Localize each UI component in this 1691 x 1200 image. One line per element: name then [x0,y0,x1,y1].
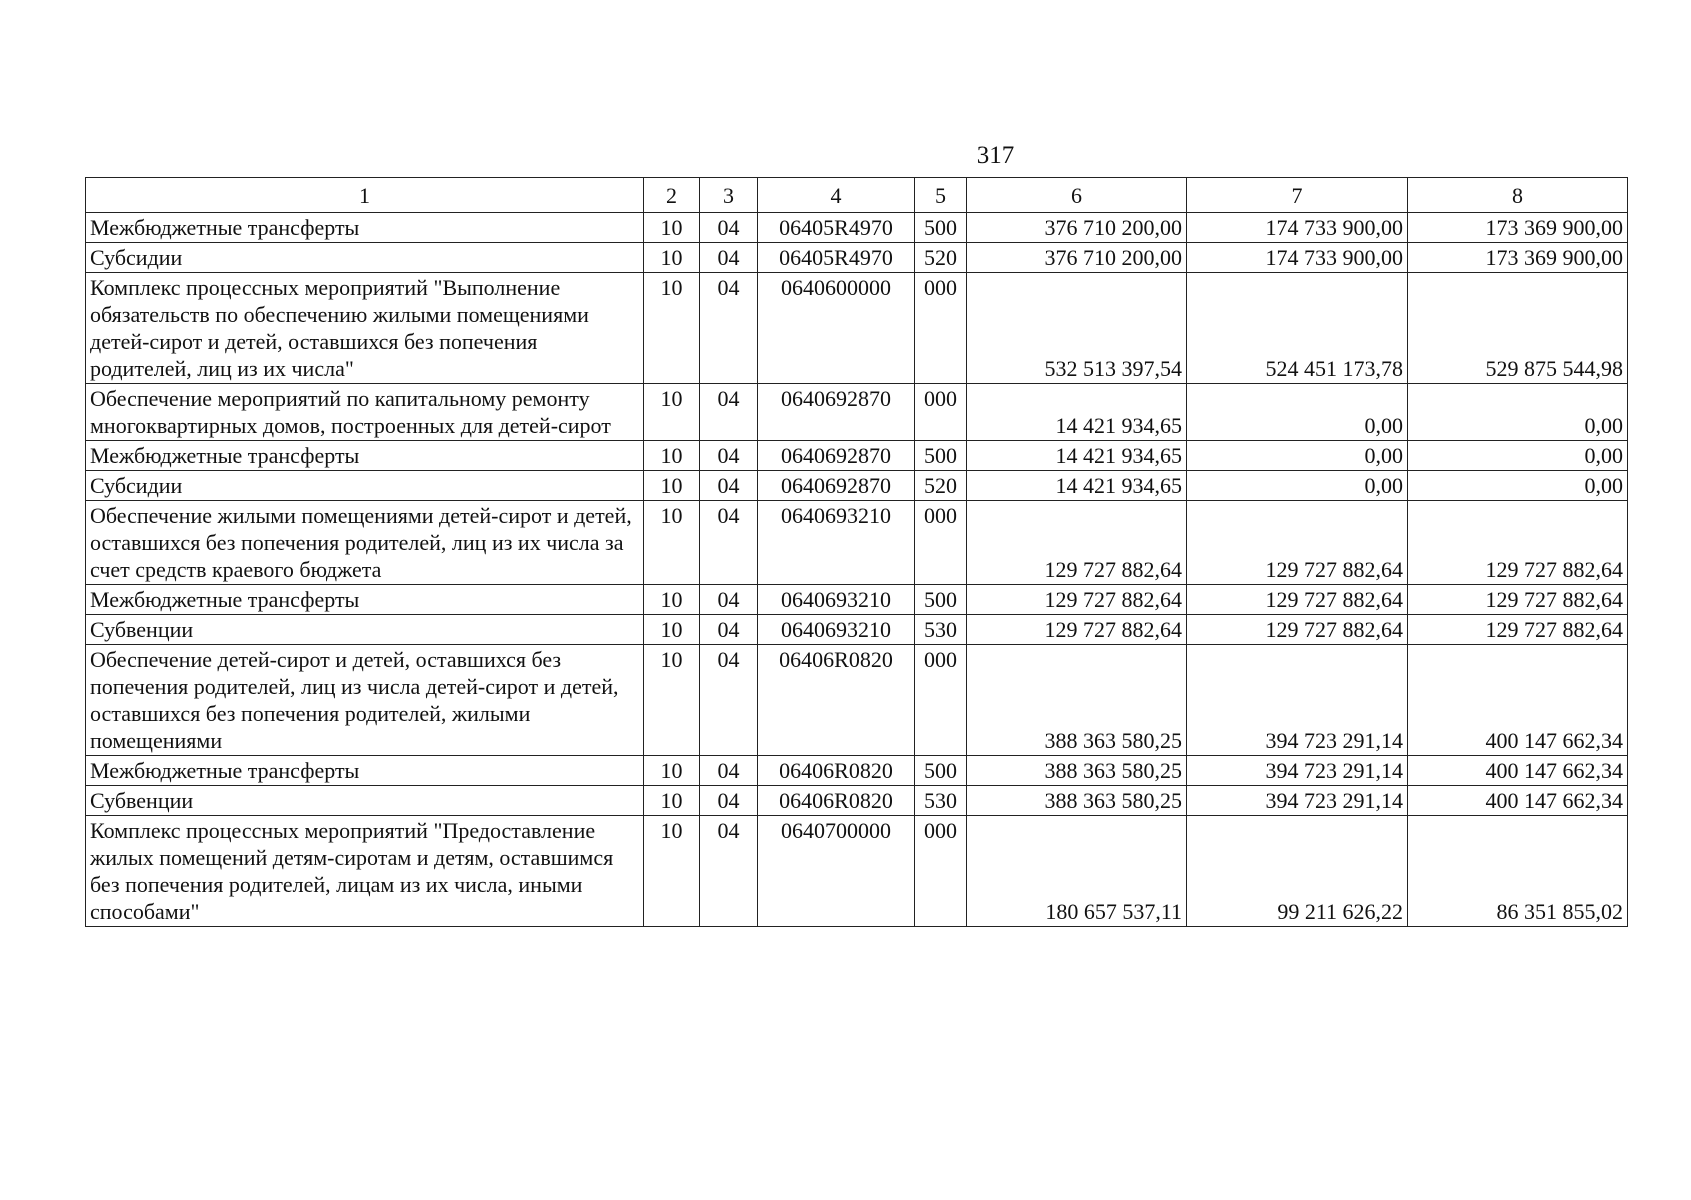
amount-year-1-cell: 376 710 200,00 [967,243,1187,273]
section-code-cell: 10 [644,471,700,501]
table-row [86,786,1628,816]
amount-year-1-cell: 376 710 200,00 [967,213,1187,243]
name-cell: Комплекс процессных мероприятий "Предоставление жилых помещений детям-сиротам и детям, оставшимся без попечения родителей, лицам из их числа, иными способами" [86,816,644,927]
target-article-cell: 0640692870 [758,471,915,501]
subsection-code-cell: 04 [700,441,758,471]
table-row [86,756,1628,786]
section-code-cell: 10 [644,816,700,927]
amount-year-1-cell: 388 363 580,25 [967,756,1187,786]
amount-year-2-cell: 0,00 [1187,384,1408,441]
expense-type-cell: 500 [915,213,967,243]
table-body [86,213,1628,927]
column-header-6: 6 [967,178,1187,213]
expense-type-cell: 000 [915,384,967,441]
subsection-code-cell: 04 [700,471,758,501]
expense-type-cell: 500 [915,756,967,786]
amount-year-3-cell: 400 147 662,34 [1408,786,1628,816]
amount-year-1-cell: 129 727 882,64 [967,615,1187,645]
expense-type-cell: 530 [915,786,967,816]
table-row [86,384,1628,441]
amount-year-3-cell: 173 369 900,00 [1408,243,1628,273]
amount-year-3-cell: 173 369 900,00 [1408,213,1628,243]
amount-year-1-cell: 180 657 537,11 [967,816,1187,927]
target-article-cell: 0640693210 [758,501,915,585]
amount-year-2-cell: 394 723 291,14 [1187,645,1408,756]
table-row [86,816,1628,927]
section-code-cell: 10 [644,384,700,441]
expense-type-cell: 000 [915,501,967,585]
amount-year-2-cell: 129 727 882,64 [1187,501,1408,585]
target-article-cell: 06405R4970 [758,213,915,243]
table-row [86,213,1628,243]
amount-year-1-cell: 14 421 934,65 [967,441,1187,471]
amount-year-2-cell: 99 211 626,22 [1187,816,1408,927]
section-code-cell: 10 [644,585,700,615]
amount-year-3-cell: 400 147 662,34 [1408,645,1628,756]
budget-table [85,177,1628,927]
section-code-cell: 10 [644,756,700,786]
amount-year-3-cell: 86 351 855,02 [1408,816,1628,927]
subsection-code-cell: 04 [700,645,758,756]
name-cell: Межбюджетные трансферты [86,441,644,471]
subsection-code-cell: 04 [700,816,758,927]
expense-type-cell: 520 [915,471,967,501]
expense-type-cell: 500 [915,585,967,615]
table-row [86,585,1628,615]
amount-year-2-cell: 0,00 [1187,441,1408,471]
section-code-cell: 10 [644,273,700,384]
table-row [86,441,1628,471]
section-code-cell: 10 [644,786,700,816]
amount-year-3-cell: 400 147 662,34 [1408,756,1628,786]
name-cell: Субвенции [86,786,644,816]
table-row [86,273,1628,384]
expense-type-cell: 000 [915,816,967,927]
table-header [86,178,1628,213]
column-header-8: 8 [1408,178,1628,213]
table-row [86,615,1628,645]
amount-year-2-cell: 129 727 882,64 [1187,615,1408,645]
expense-type-cell: 530 [915,615,967,645]
section-code-cell: 10 [644,615,700,645]
amount-year-3-cell: 0,00 [1408,471,1628,501]
amount-year-1-cell: 129 727 882,64 [967,501,1187,585]
name-cell: Обеспечение жилыми помещениями детей-сирот и детей, оставшихся без попечения родителей, лиц из их числа за счет средств краевого бюджета [86,501,644,585]
column-header-1: 1 [86,178,644,213]
subsection-code-cell: 04 [700,273,758,384]
target-article-cell: 06406R0820 [758,756,915,786]
amount-year-1-cell: 14 421 934,65 [967,471,1187,501]
subsection-code-cell: 04 [700,615,758,645]
subsection-code-cell: 04 [700,501,758,585]
amount-year-2-cell: 0,00 [1187,471,1408,501]
target-article-cell: 0640692870 [758,441,915,471]
amount-year-3-cell: 529 875 544,98 [1408,273,1628,384]
target-article-cell: 0640692870 [758,384,915,441]
subsection-code-cell: 04 [700,213,758,243]
amount-year-2-cell: 394 723 291,14 [1187,756,1408,786]
expense-type-cell: 520 [915,243,967,273]
amount-year-3-cell: 0,00 [1408,441,1628,471]
name-cell: Субвенции [86,615,644,645]
name-cell: Межбюджетные трансферты [86,756,644,786]
amount-year-2-cell: 129 727 882,64 [1187,585,1408,615]
section-code-cell: 10 [644,501,700,585]
section-code-cell: 10 [644,243,700,273]
amount-year-3-cell: 129 727 882,64 [1408,615,1628,645]
name-cell: Субсидии [86,471,644,501]
target-article-cell: 0640693210 [758,585,915,615]
amount-year-3-cell: 129 727 882,64 [1408,501,1628,585]
target-article-cell: 0640693210 [758,615,915,645]
amount-year-1-cell: 14 421 934,65 [967,384,1187,441]
section-code-cell: 10 [644,441,700,471]
table-row [86,501,1628,585]
subsection-code-cell: 04 [700,585,758,615]
name-cell: Межбюджетные трансферты [86,213,644,243]
table-row [86,471,1628,501]
target-article-cell: 0640700000 [758,816,915,927]
name-cell: Межбюджетные трансферты [86,585,644,615]
column-header-4: 4 [758,178,915,213]
subsection-code-cell: 04 [700,786,758,816]
expense-type-cell: 000 [915,273,967,384]
target-article-cell: 0640600000 [758,273,915,384]
amount-year-1-cell: 388 363 580,25 [967,645,1187,756]
amount-year-1-cell: 532 513 397,54 [967,273,1187,384]
target-article-cell: 06405R4970 [758,243,915,273]
amount-year-2-cell: 174 733 900,00 [1187,213,1408,243]
expense-type-cell: 000 [915,645,967,756]
section-code-cell: 10 [644,645,700,756]
name-cell: Обеспечение детей-сирот и детей, оставшихся без попечения родителей, лиц из числа детей-сирот и детей, оставшихся без попечения родителей, жилыми помещениями [86,645,644,756]
column-header-7: 7 [1187,178,1408,213]
amount-year-2-cell: 394 723 291,14 [1187,786,1408,816]
amount-year-2-cell: 524 451 173,78 [1187,273,1408,384]
header-row [86,178,1628,213]
column-header-3: 3 [700,178,758,213]
name-cell: Комплекс процессных мероприятий "Выполнение обязательств по обеспечению жилыми помещениями детей-сирот и детей, оставшихся без попечения родителей, лиц из их числа" [86,273,644,384]
amount-year-2-cell: 174 733 900,00 [1187,243,1408,273]
amount-year-1-cell: 388 363 580,25 [967,786,1187,816]
page-number: 317 [976,142,1015,169]
target-article-cell: 06406R0820 [758,645,915,756]
name-cell: Обеспечение мероприятий по капитальному ремонту многоквартирных домов, построенных для детей-сирот [86,384,644,441]
column-header-5: 5 [915,178,967,213]
amount-year-3-cell: 129 727 882,64 [1408,585,1628,615]
amount-year-3-cell: 0,00 [1408,384,1628,441]
expense-type-cell: 500 [915,441,967,471]
column-header-2: 2 [644,178,700,213]
name-cell: Субсидии [86,243,644,273]
amount-year-1-cell: 129 727 882,64 [967,585,1187,615]
table-row [86,645,1628,756]
subsection-code-cell: 04 [700,243,758,273]
target-article-cell: 06406R0820 [758,786,915,816]
subsection-code-cell: 04 [700,384,758,441]
section-code-cell: 10 [644,213,700,243]
subsection-code-cell: 04 [700,756,758,786]
table-row [86,243,1628,273]
